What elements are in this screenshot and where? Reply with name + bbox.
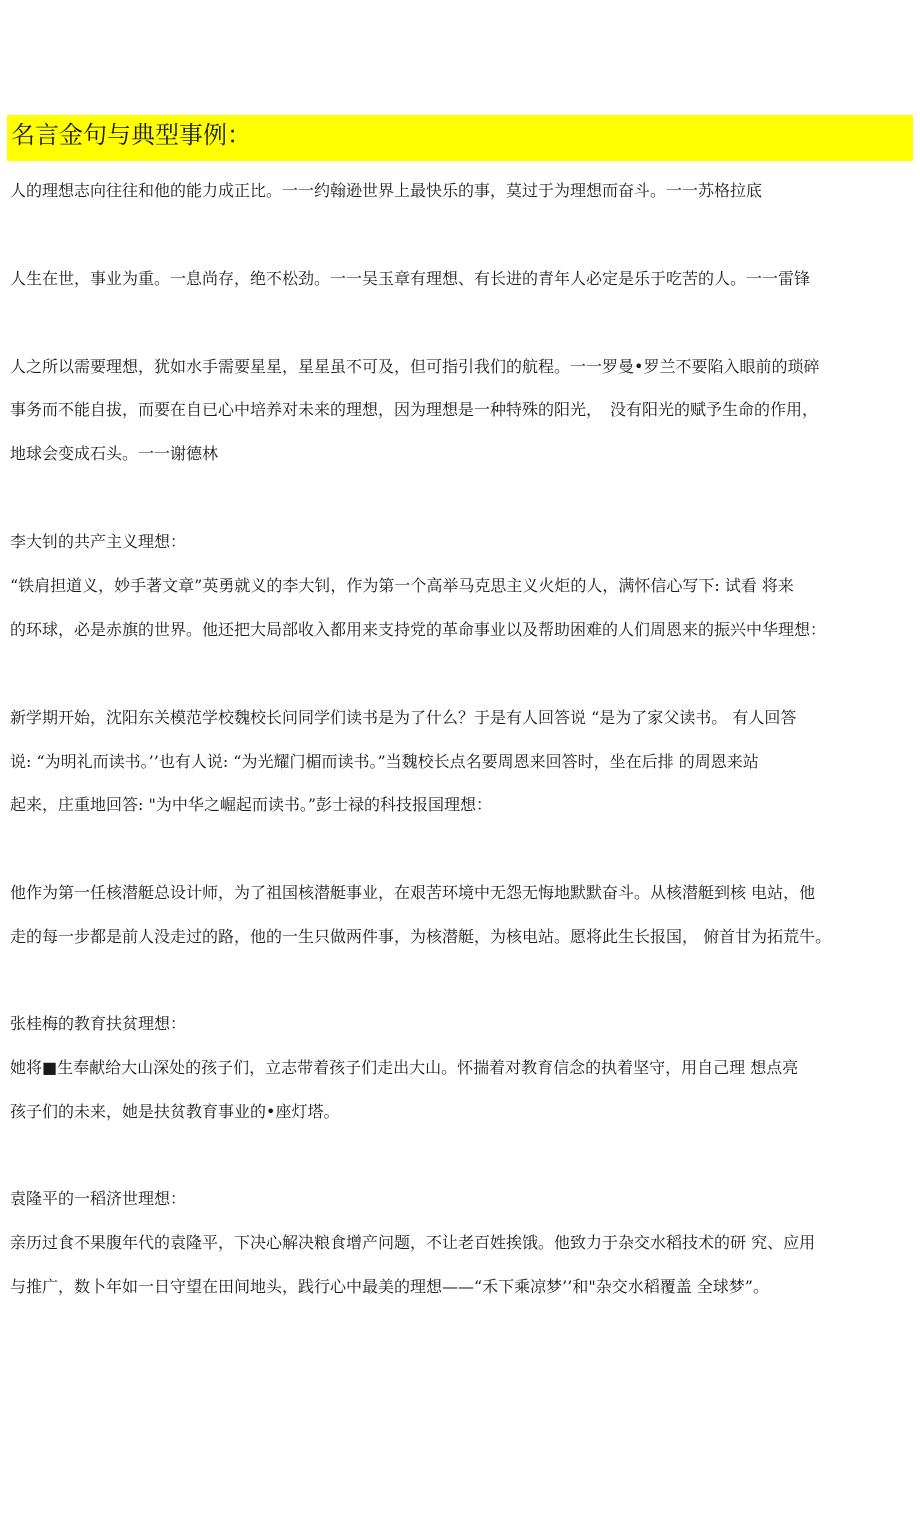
text-line: 李大钊的共产主义理想： [10, 532, 187, 551]
section-heading: 名言金句与典型事例： [11, 121, 251, 149]
text-line: 亲历过食不果腹年代的袁隆平，下决心解决粮食增产问题，不让老百姓挨饿。他致力于杂交水稻技术的研 究、应用 [10, 1233, 816, 1252]
text-line: 他作为第一任核潜艇总设计师，为了祖国核潜艇事业，在艰苦环境中无怨无悔地默默奋斗。从核潜艇到核 电站，他 [10, 883, 816, 902]
text-line: 张桂梅的教育扶贫理想： [10, 1014, 187, 1033]
text-line: 孩子们的未来，她是扶贫教育事业的•座灯塔。 [10, 1102, 340, 1121]
text-line: 袁隆平的一稻济世理想： [10, 1189, 187, 1208]
text-line: 新学期开始，沈阳东关模范学校魏校长问同学们读书是为了什么？于是有人回答说 “是为了家父读书。 有人回答 [10, 708, 797, 727]
text-line: 起来，庄重地回答: "为中华之崛起而读书。”彭士禄的科技报国理想： [10, 795, 493, 814]
text-line: 事务而不能自拔，而要在自已心中培养对未来的理想，因为理想是一种特殊的阳光， 没有阳光的赋予生命的作用， [10, 400, 819, 419]
text-line: 她将■生奉献给大山深处的孩子们，立志带着孩子们走出大山。怀揣着对教育信念的执着坚守，用自己理 想点亮 [10, 1058, 799, 1077]
heading-highlight-bar [7, 115, 913, 161]
text-line: 说: “为明礼而读书。’’也有人说: “为光耀门楣而读书。”当魏校长点名要周恩来回答时，坐在后排 的周恩来站 [10, 752, 759, 771]
text-line: 的环球，必是赤旗的世界。他还把大局部收入都用来支持党的革命事业以及帮助困难的人们周恩来的振兴中华理想： [10, 620, 827, 639]
text-line: 与推广，数卜年如一日守望在田间地头，践行心中最美的理想——“禾下乘凉梦’’和"杂交水稻覆盖 全球梦”。 [10, 1277, 769, 1296]
text-line: 人的理想志向往往和他的能力成正比。一一约翰逊世界上最快乐的事，莫过于为理想而奋斗。一一苏格拉底 [10, 181, 763, 200]
text-line: 人之所以需要理想，犹如水手需要星星，星星虽不可及，但可指引我们的航程。一一罗曼•罗兰不要陷入眼前的琐碎 [10, 357, 820, 376]
text-line: “铁肩担道义，妙手著文章”英勇就义的李大钊，作为第一个高举马克思主义火炬的人，满怀信心写下: 试看 将来 [10, 576, 794, 595]
text-line: 地球会变成石头。一一谢德林 [10, 444, 219, 463]
text-line: 人生在世，事业为重。一息尚存，绝不松劲。一一吴玉章有理想、有长进的青年人必定是乐于吃苦的人。一一雷锋 [10, 269, 811, 288]
text-line: 走的每一步都是前人没走过的路，他的一生只做两件事，为核潜艇，为核电站。愿将此生长报国， 俯首甘为拓荒牛。 [10, 927, 832, 946]
